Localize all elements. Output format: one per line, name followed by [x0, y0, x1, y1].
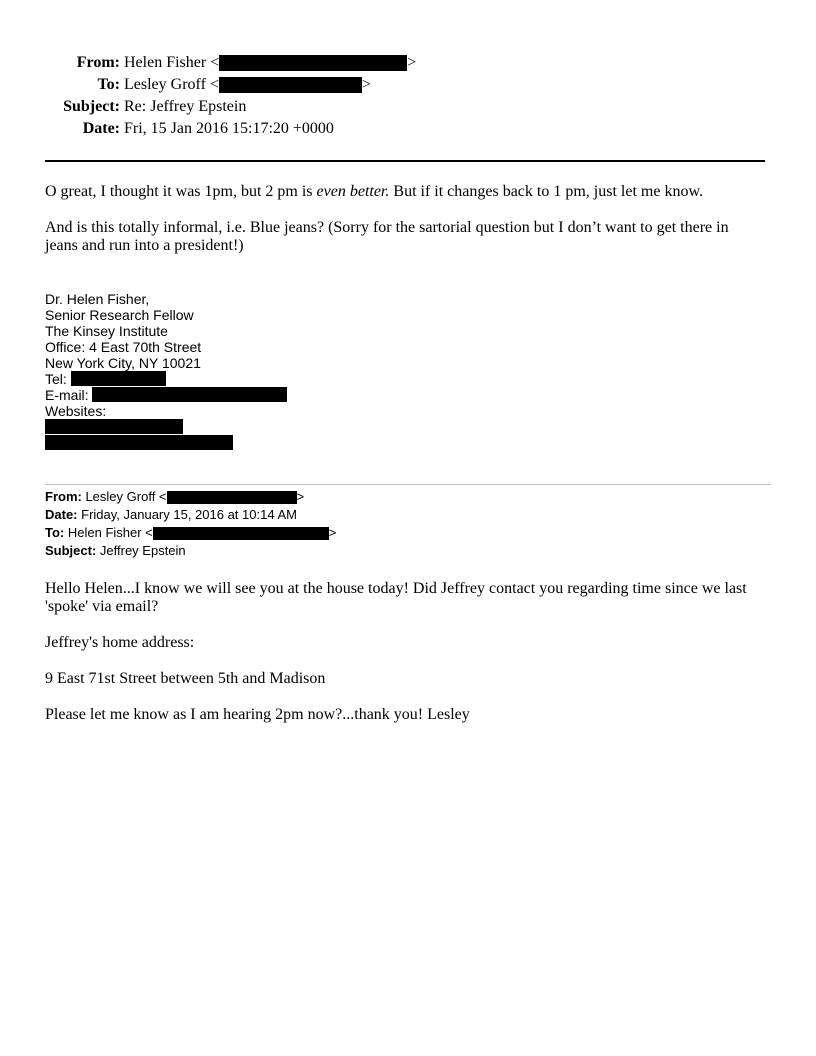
- subject-value: Re: Jeffrey Epstein: [124, 98, 247, 115]
- signature-websites: Websites:: [45, 403, 107, 419]
- header-divider: [45, 160, 765, 162]
- to-value: [124, 74, 371, 96]
- redaction-bar: [92, 387, 287, 402]
- redaction-bar: [45, 435, 233, 450]
- reply-text: But if it changes back to 1 pm, just let me know.: [389, 183, 703, 200]
- date-value: Fri, 15 Jan 2016 15:17:20 +0000: [124, 120, 334, 137]
- signature-city: New York City, NY 10021: [45, 355, 201, 371]
- signature-email: [45, 387, 287, 403]
- original-paragraph-1: Hello Helen...I know we will see you at the house today! Did Jeffrey contact you regarding time since we last 'spoke' via email?: [45, 580, 747, 615]
- from-name: Helen Fisher <: [124, 54, 220, 71]
- redaction-bar: [219, 55, 407, 71]
- tel-label: Tel:: [45, 371, 71, 387]
- signature-title: Senior Research Fellow: [45, 307, 194, 323]
- quoted-date-row: [45, 506, 336, 524]
- quoted-from-value: Lesley Groff <: [81, 489, 167, 504]
- original-paragraph-3: 9 East 71st Street between 5th and Madison: [45, 670, 326, 687]
- reply-text: O great, I thought it was 1pm, but 2 pm is: [45, 183, 317, 200]
- signature-office: Office: 4 East 70th Street: [45, 339, 202, 355]
- quoted-to-row: [45, 524, 336, 542]
- signature-block: [45, 291, 287, 451]
- quoted-subject-value: Jeffrey Epstein: [96, 543, 186, 558]
- redaction-bar: [167, 491, 297, 504]
- quoted-header: [45, 488, 336, 560]
- email-header: [0, 52, 816, 140]
- header-from-row: [0, 52, 816, 74]
- quoted-subject-row: [45, 542, 336, 560]
- quoted-subject-label: Subject:: [45, 543, 97, 558]
- quoted-from-row: [45, 488, 336, 506]
- reply-emphasis: even better.: [316, 183, 390, 200]
- subject-label: Subject:: [63, 98, 120, 115]
- close-bracket: >: [296, 489, 305, 504]
- from-label: From:: [76, 54, 120, 71]
- signature-website-2: [45, 435, 287, 451]
- redaction-bar: [153, 527, 329, 540]
- original-paragraph-4: Please let me know as I am hearing 2pm now?...thank you! Lesley: [45, 706, 470, 723]
- close-bracket: >: [407, 54, 417, 71]
- close-bracket: >: [361, 76, 371, 93]
- quoted-date-label: Date:: [45, 507, 78, 522]
- reply-paragraph-2: And is this totally informal, i.e. Blue jeans? (Sorry for the sartorial question but I don’t want to get there in jeans and run into a president!): [45, 219, 729, 254]
- quoted-to-label: To:: [45, 525, 65, 540]
- header-subject-row: [0, 96, 816, 118]
- signature-name: Dr. Helen Fisher,: [45, 291, 150, 307]
- to-label: To:: [97, 76, 120, 93]
- quoted-to-value: Helen Fisher <: [64, 525, 153, 540]
- redaction-bar: [219, 77, 362, 93]
- close-bracket: >: [328, 525, 337, 540]
- reply-paragraph-1: [45, 183, 765, 201]
- date-label: Date:: [82, 120, 120, 137]
- signature-website-1: [45, 419, 287, 435]
- signature-tel: [45, 371, 287, 387]
- signature-org: The Kinsey Institute: [45, 323, 168, 339]
- redaction-bar: [45, 419, 183, 434]
- quoted-from-label: From:: [45, 489, 82, 504]
- to-name: Lesley Groff <: [124, 76, 219, 93]
- header-to-row: [0, 74, 816, 96]
- quoted-date-value: Friday, January 15, 2016 at 10:14 AM: [77, 507, 297, 522]
- header-date-row: [0, 118, 816, 140]
- email-label: E-mail:: [45, 387, 93, 403]
- quote-divider: [45, 484, 771, 485]
- from-value: [124, 52, 416, 74]
- redaction-bar: [71, 371, 166, 386]
- original-paragraph-2: Jeffrey's home address:: [45, 634, 195, 651]
